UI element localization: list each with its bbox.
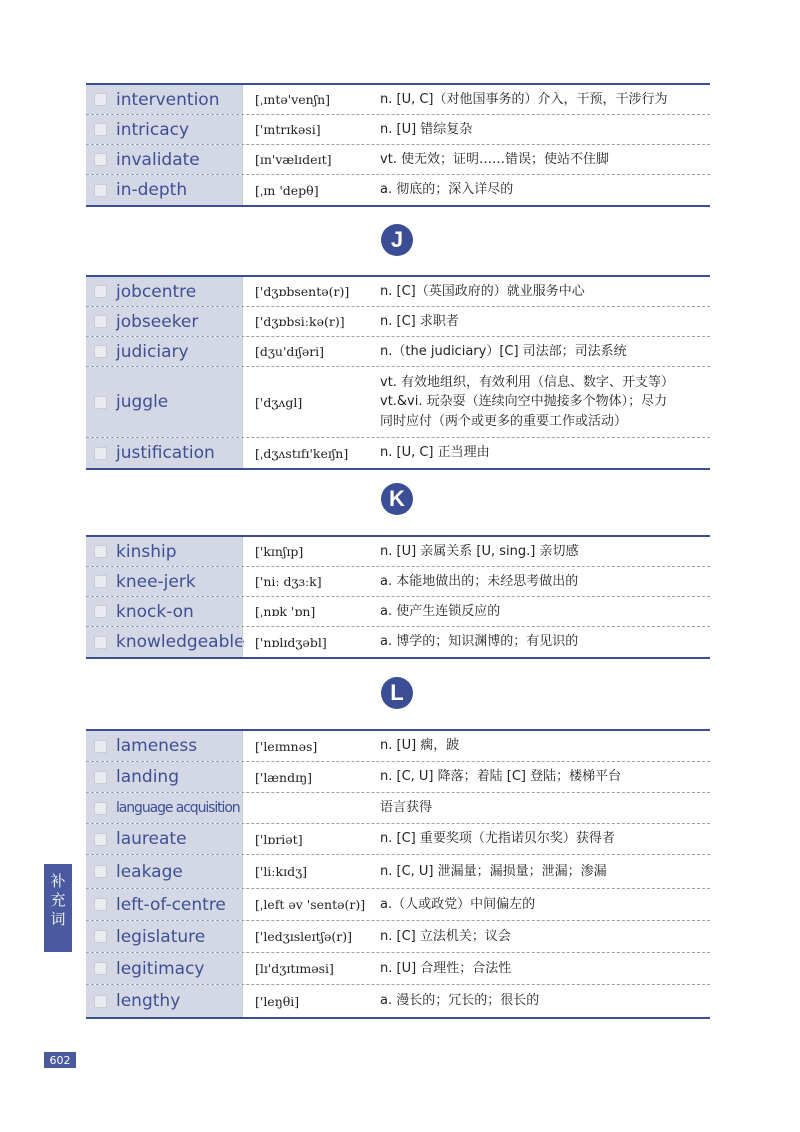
definition-line: 同时应付（两个或更多的重要工作或活动） (380, 413, 628, 429)
checkbox[interactable] (94, 153, 107, 166)
headword: landing (116, 767, 179, 787)
phonetic: [lɪ'dʒɪtɪməsi] (242, 953, 366, 984)
table-row (86, 367, 710, 438)
checkbox[interactable] (94, 833, 107, 846)
side-tab-char: 充 (50, 891, 66, 909)
letter-k-badge: K (381, 483, 413, 515)
headword: judiciary (116, 341, 189, 362)
word-cell (86, 337, 242, 366)
headword: justification (116, 443, 215, 463)
definition: n. [U, C] 正当理由 (380, 445, 490, 461)
phonetic (242, 793, 366, 823)
checkbox[interactable] (94, 545, 107, 558)
phonetic: [ˌnɒk 'ɒn] (242, 597, 366, 626)
word-table-l (86, 729, 710, 1019)
side-tab-supplementary-words (44, 864, 72, 952)
phonetic: [ˌleft əv 'sentə(r)] (242, 889, 366, 920)
headword: legitimacy (116, 958, 205, 979)
checkbox[interactable] (94, 184, 107, 197)
headword: lameness (116, 736, 198, 756)
headword: knee-jerk (116, 571, 196, 592)
table-row (86, 824, 710, 855)
table-row (86, 953, 710, 985)
word-table-i (86, 83, 710, 207)
checkbox[interactable] (94, 396, 107, 409)
definition: vt. 使无效；证明……错误；使站不住脚 (380, 151, 610, 167)
headword: leakage (116, 861, 183, 882)
table-row (86, 793, 710, 824)
definition-line: vt. 有效地组织，有效利用（信息、数字、开支等） (380, 374, 675, 390)
word-cell (86, 953, 242, 984)
headword: intricacy (116, 119, 190, 140)
definition: 语言获得 (380, 800, 433, 816)
headword: intervention (116, 89, 220, 110)
definition: n. [C] 求职者 (380, 313, 459, 329)
checkbox[interactable] (94, 447, 107, 460)
definition: n. [U, C]（对他国事务的）介入，干预，干涉行为 (380, 91, 668, 107)
definition: a. 彻底的；深入详尽的 (380, 182, 514, 198)
side-tab-char: 补 (50, 872, 66, 890)
phonetic: ['ɪntrɪkəsi] (242, 115, 366, 144)
table-row (86, 115, 710, 145)
word-cell (86, 731, 242, 761)
phonetic: ['dʒɒbsiːkə(r)] (242, 307, 366, 336)
word-cell (86, 627, 245, 657)
table-row (86, 762, 710, 793)
headword: kinship (116, 541, 177, 562)
definition: n.（the judiciary）[C] 司法部；司法系统 (380, 343, 627, 359)
headword: jobcentre (116, 281, 197, 302)
definition: n. [U] 瘸，跛 (380, 738, 460, 754)
checkbox[interactable] (94, 575, 107, 588)
word-cell (86, 438, 242, 468)
word-cell (86, 307, 242, 336)
definition: n. [C] 立法机关；议会 (380, 928, 511, 944)
letter-l-badge: L (381, 677, 413, 709)
word-cell (86, 597, 242, 626)
headword: lengthy (116, 991, 181, 1011)
checkbox[interactable] (94, 285, 107, 298)
word-table-k (86, 535, 710, 659)
table-row (86, 627, 710, 657)
word-cell (86, 985, 242, 1017)
checkbox[interactable] (94, 962, 107, 975)
checkbox[interactable] (94, 802, 107, 815)
word-cell (86, 175, 242, 205)
table-row (86, 277, 710, 307)
definition: a. 本能地做出的；未经思考做出的 (380, 573, 579, 589)
headword: jobseeker (116, 311, 199, 332)
definition: a. 使产生连锁反应的 (380, 603, 501, 619)
table-row (86, 175, 710, 205)
definition: n. [C] 重要奖项（尤指诺贝尔奖）获得者 (380, 831, 615, 847)
phonetic: ['liːkɪdʒ] (242, 855, 366, 888)
phonetic: [ˌdʒʌstɪfɪ'keɪʃn] (242, 438, 366, 468)
definition: n. [U] 亲属关系 [U, sing.] 亲切感 (380, 543, 579, 559)
phonetic: [ˌɪntə'venʃn] (242, 85, 366, 114)
headword: in-depth (116, 180, 188, 200)
phonetic: ['kɪnʃɪp] (242, 537, 366, 566)
phonetic: ['ledʒɪsleɪtʃə(r)] (242, 921, 366, 952)
phonetic: ['niː dʒɜːk] (242, 567, 366, 596)
table-row (86, 85, 710, 115)
table-row (86, 985, 710, 1017)
table-row (86, 537, 710, 567)
phonetic: ['lɒriət] (242, 824, 366, 854)
word-cell (86, 921, 242, 952)
headword: left-of-centre (116, 894, 226, 915)
page-number: 602 (44, 1052, 76, 1068)
table-row (86, 921, 710, 953)
headword: legislature (116, 926, 206, 947)
checkbox[interactable] (94, 636, 107, 649)
definition: a. 博学的；知识渊博的；有见识的 (380, 634, 579, 650)
definition: n. [C, U] 泄漏量；漏损量；泄漏；渗漏 (380, 863, 607, 879)
phonetic: ['nɒlɪdʒəbl] (242, 627, 366, 657)
table-row (86, 731, 710, 762)
side-tab-char: 词 (50, 910, 66, 928)
definition: a. 漫长的；冗长的；很长的 (380, 993, 540, 1009)
table-row (86, 337, 710, 367)
definition: n. [U] 合理性；合法性 (380, 960, 512, 976)
table-row (86, 567, 710, 597)
definition: n. [C, U] 降落；着陆 [C] 登陆；楼梯平台 (380, 769, 622, 785)
phonetic: ['dʒɒbsentə(r)] (242, 277, 366, 306)
checkbox[interactable] (94, 345, 107, 358)
table-row (86, 307, 710, 337)
word-cell (86, 367, 242, 437)
phonetic: ['leɪmnəs] (242, 731, 366, 761)
phonetic: ['lændɪŋ] (242, 762, 366, 792)
checkbox[interactable] (94, 771, 107, 784)
checkbox[interactable] (94, 605, 107, 618)
definition: a.（人或政党）中间偏左的 (380, 896, 536, 912)
headword: laureate (116, 829, 187, 849)
word-cell (86, 85, 242, 114)
letter-j-badge: J (381, 224, 413, 256)
word-table-j (86, 275, 710, 470)
checkbox[interactable] (94, 123, 107, 136)
headword: juggle (116, 392, 169, 412)
phonetic: ['leŋθi] (242, 985, 366, 1017)
word-cell (86, 855, 242, 888)
phonetic: [ˌɪn 'depθ] (242, 175, 366, 205)
definition-line: vt.&vi. 玩杂耍（连续向空中抛接多个物体）；尽力 (380, 394, 668, 410)
word-cell (86, 762, 242, 792)
word-cell (86, 537, 242, 566)
definition (366, 367, 710, 437)
headword: invalidate (116, 149, 200, 170)
word-cell (86, 793, 242, 823)
checkbox[interactable] (94, 898, 107, 911)
table-row (86, 145, 710, 175)
word-cell (86, 567, 242, 596)
checkbox[interactable] (94, 740, 107, 753)
checkbox[interactable] (94, 93, 107, 106)
checkbox[interactable] (94, 865, 107, 878)
word-cell (86, 145, 242, 174)
phonetic: [ɪn'vælɪdeɪt] (242, 145, 366, 174)
table-row (86, 597, 710, 627)
definition: n. [U] 错综复杂 (380, 121, 473, 137)
checkbox[interactable] (94, 995, 107, 1008)
phonetic: ['dʒʌgl] (242, 367, 366, 437)
word-cell (86, 115, 242, 144)
checkbox[interactable] (94, 315, 107, 328)
word-cell (86, 824, 242, 854)
headword: knock-on (116, 601, 194, 622)
headword: language acquisition (116, 800, 240, 816)
table-row (86, 438, 710, 468)
table-row (86, 855, 710, 889)
word-cell (86, 277, 242, 306)
table-row (86, 889, 710, 921)
word-cell (86, 889, 242, 920)
headword: knowledgeable (116, 632, 245, 652)
definition: n. [C]（英国政府的）就业服务中心 (380, 283, 585, 299)
phonetic: [dʒu'dɪʃəri] (242, 337, 366, 366)
checkbox[interactable] (94, 930, 107, 943)
